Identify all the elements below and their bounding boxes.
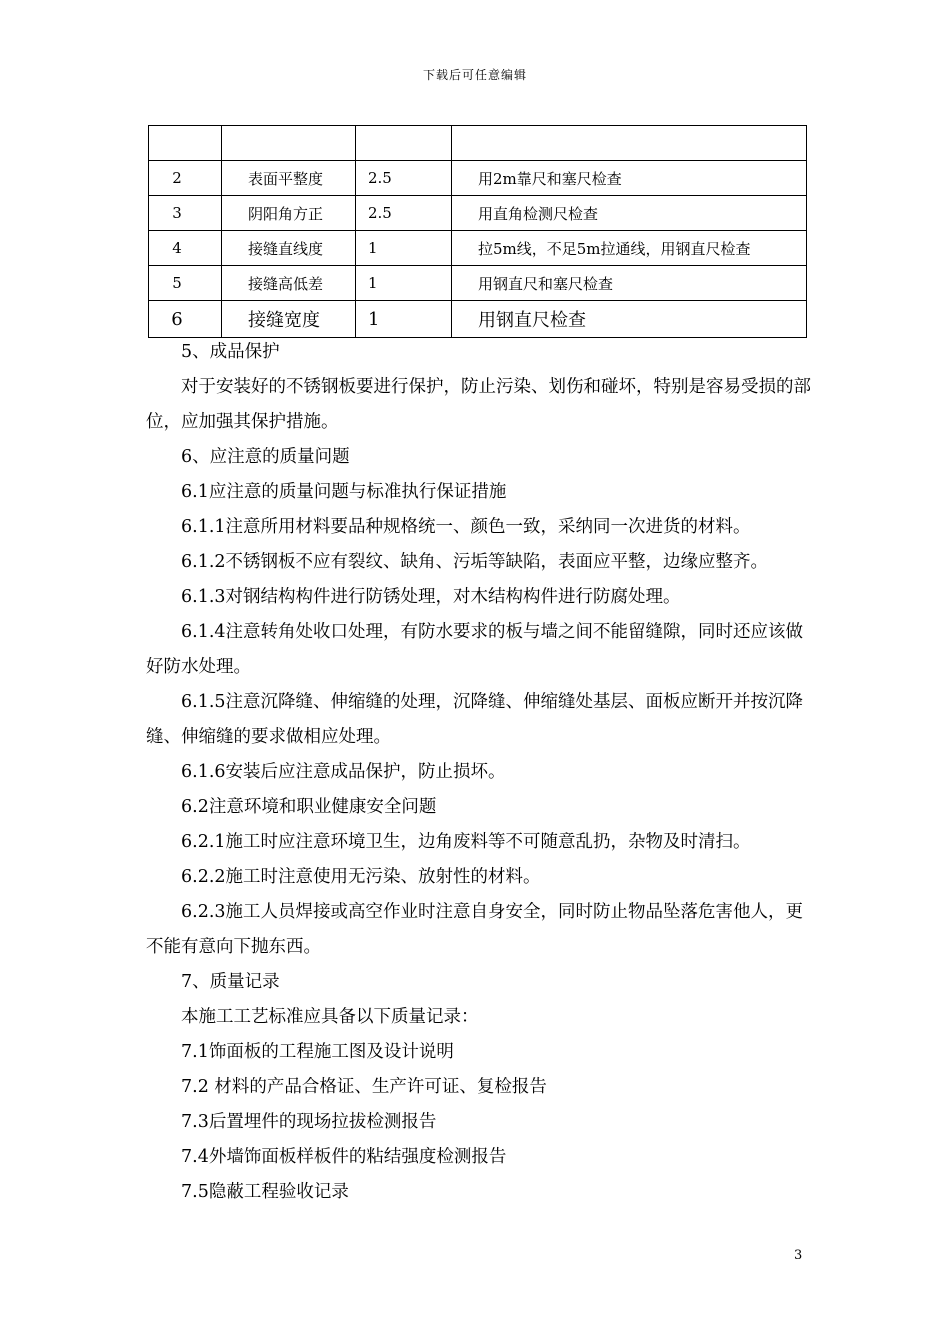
- table-cell-tolerance: 2.5: [356, 196, 452, 231]
- table-row: [149, 301, 807, 338]
- table-cell-method: 用钢直尺和塞尺检查: [452, 266, 807, 301]
- paragraph: 6.1.3对钢结构构件进行防锈处理，对木结构构件进行防腐处理。: [181, 587, 681, 607]
- list-item: 7.2 材料的产品合格证、生产许可证、复检报告: [181, 1077, 547, 1097]
- list-item: 7.5隐蔽工程验收记录: [181, 1182, 349, 1202]
- paragraph: 6.1.1注意所用材料要品种规格统一、颜色一致，采纳同一次进货的材料。: [181, 517, 751, 537]
- table-cell-index: [149, 126, 222, 161]
- list-item: 7.1饰面板的工程施工图及设计说明: [181, 1042, 454, 1062]
- table-cell-item: 接缝高低差: [222, 266, 356, 301]
- table-cell-method: 用钢直尺检查: [452, 301, 807, 338]
- table-cell-item: [222, 126, 356, 161]
- section-heading: 7、质量记录: [181, 972, 280, 992]
- table-cell-method: [452, 126, 807, 161]
- paragraph: 对于安装好的不锈钢板要进行保护，防止污染、划伤和碰坏，特别是容易受损的部位，应加强其保护措施。: [146, 377, 811, 432]
- paragraph: 6.1.6安装后应注意成品保护，防止损坏。: [181, 762, 506, 782]
- table-row: [149, 231, 807, 266]
- table-row: [149, 161, 807, 196]
- paragraph: 6.2.2施工时注意使用无污染、放射性的材料。: [181, 867, 541, 887]
- section-heading: 5、成品保护: [181, 342, 280, 362]
- paragraph: 6.1.2不锈钢板不应有裂纹、缺角、污垢等缺陷，表面应平整，边缘应整齐。: [181, 552, 769, 572]
- subsection-heading: 6.2注意环境和职业健康安全问题: [181, 797, 437, 817]
- paragraph: 6.2.3施工人员焊接或高空作业时注意自身安全，同时防止物品坠落危害他人，更不能有意向下抛东西。: [146, 902, 804, 957]
- table-cell-tolerance: 2.5: [356, 161, 452, 196]
- table-cell-method: 拉5m线，不足5m拉通线，用钢直尺检查: [452, 231, 807, 266]
- table-cell-index: 2: [149, 161, 222, 196]
- section-heading: 6、应注意的质量问题: [181, 447, 350, 467]
- table-cell-index: 6: [149, 301, 222, 338]
- table-cell-tolerance: 1: [356, 231, 452, 266]
- table-cell-index: 5: [149, 266, 222, 301]
- page-number: 3: [794, 1248, 803, 1263]
- page-header: 下载后可任意编辑: [422, 68, 527, 82]
- table-cell-item: 阴阳角方正: [222, 196, 356, 231]
- table-cell-tolerance: 1: [356, 301, 452, 338]
- paragraph: 6.1.5注意沉降缝、伸缩缝的处理，沉降缝、伸缩缝处基层、面板应断开并按沉降缝、伸缩缝的要求做相应处理。: [146, 692, 804, 747]
- table-cell-item: 表面平整度: [222, 161, 356, 196]
- table-cell-item: 接缝宽度: [222, 301, 356, 338]
- table-cell-index: 3: [149, 196, 222, 231]
- subsection-heading: 6.1应注意的质量问题与标准执行保证措施: [181, 482, 507, 502]
- document-body: [146, 335, 814, 1210]
- table-cell-index: 4: [149, 231, 222, 266]
- table-cell-method: 用直角检测尺检查: [452, 196, 807, 231]
- table-cell-tolerance: [356, 126, 452, 161]
- table-cell-tolerance: 1: [356, 266, 452, 301]
- paragraph: 6.1.4注意转角处收口处理，有防水要求的板与墙之间不能留缝隙，同时还应该做好防水处理。: [146, 622, 804, 677]
- table-cell-method: 用2m靠尺和塞尺检查: [452, 161, 807, 196]
- paragraph: 本施工工艺标准应具备以下质量记录：: [181, 1007, 479, 1027]
- paragraph: 6.2.1施工时应注意环境卫生，边角废料等不可随意乱扔，杂物及时清扫。: [181, 832, 751, 852]
- list-item: 7.4外墙饰面板样板件的粘结强度检测报告: [181, 1147, 507, 1167]
- inspection-table: [148, 125, 807, 338]
- table-cell-item: 接缝直线度: [222, 231, 356, 266]
- table-row: [149, 266, 807, 301]
- list-item: 7.3后置埋件的现场拉拔检测报告: [181, 1112, 437, 1132]
- table-row: [149, 196, 807, 231]
- table-row: [149, 126, 807, 161]
